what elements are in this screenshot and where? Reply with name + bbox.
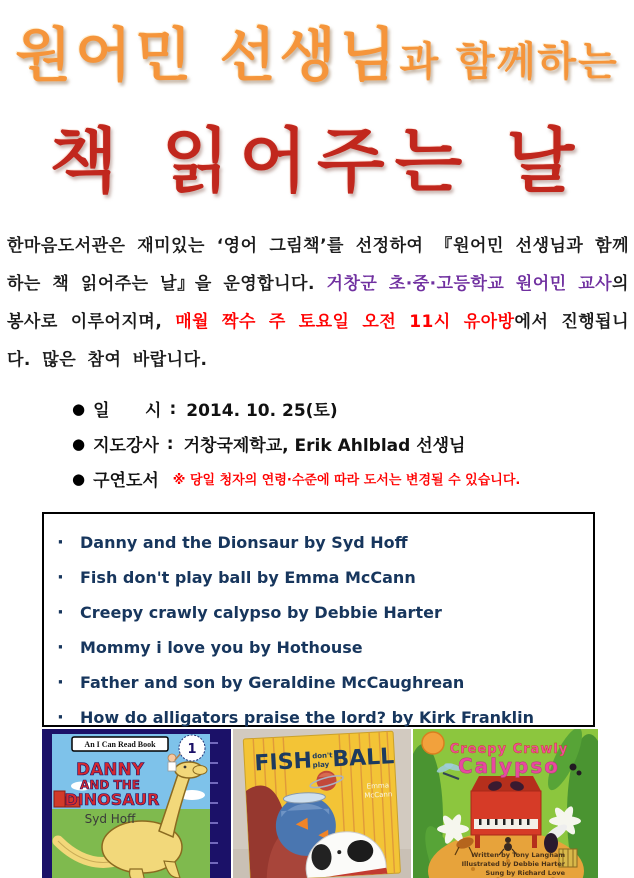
detail-separator: :: [166, 433, 174, 454]
fish-author-line2: McCann: [364, 790, 393, 800]
calypso-title-line1: Creepy Crawly: [449, 742, 568, 757]
danny-title-line3: DINOSAUR: [64, 790, 160, 809]
book-list-item: [57, 595, 593, 630]
calypso-cover-image: [413, 729, 598, 878]
list-bullet-icon: ·: [57, 602, 64, 623]
danny-title-line1: DANNY: [75, 760, 145, 780]
bullet-dot-icon: ●: [72, 399, 86, 418]
list-bullet-icon: ·: [57, 637, 64, 658]
danny-level-text: 1: [187, 742, 197, 757]
list-bullet-icon: ·: [57, 672, 64, 693]
title-main-text: 원어민 선생님: [15, 21, 400, 89]
book-title-text: Fish don't play ball by Emma McCann: [80, 568, 416, 587]
list-bullet-icon: ·: [57, 567, 64, 588]
intro-segment-red: 매월 짝수 주 토요일 오전 11시 유아방: [175, 312, 515, 332]
detail-row-books: [72, 461, 634, 496]
intro-segment-black-2: 의 봉사로 이루어지며,: [7, 274, 629, 332]
danny-author-text: Syd Hoff: [84, 812, 136, 826]
fish-title-dont: don't: [312, 751, 334, 761]
poster-title-line2: 책 읽어주는 날: [49, 120, 585, 202]
detail-label-books: 구연도서: [93, 471, 159, 491]
book-change-notice: ※ 당일 청자의 연령·수준에 따라 도서는 변경될 수 있습니다.: [172, 473, 521, 488]
book-list-box: [42, 512, 595, 727]
title-suffix-text: 과 함께하는: [399, 39, 619, 85]
intro-paragraph: [7, 227, 629, 379]
book-list-item: [57, 525, 593, 560]
list-bullet-icon: ·: [57, 707, 64, 728]
intro-segment-purple: 거창군 초·중·고등학교 원어민 교사: [326, 274, 613, 294]
award-sticker-icon: [422, 732, 444, 754]
danny-banner-text: An I Can Read Book: [84, 740, 156, 749]
detail-row-date: [72, 391, 634, 426]
intro-segment-black-1: 한마음도서관은 재미있는 ‘영어 그림책’를 선정하여 『원어민 선생님과 함께하는 책 읽어주는 날』을 운영합니다.: [7, 236, 629, 294]
book-list-item: [57, 630, 593, 665]
book-covers-strip: [42, 729, 598, 878]
calypso-credit-sung: Sung by Richard Love: [485, 869, 565, 877]
danny-title-line2: AND THE: [80, 778, 140, 792]
detail-row-instructor: [72, 426, 634, 461]
list-bullet-icon: ·: [57, 532, 64, 553]
poster-title: [0, 0, 634, 205]
book-title-text: Father and son by Geraldine McCaughrean: [80, 673, 465, 692]
fish-title-play: play: [312, 760, 330, 770]
calypso-credit-written: Written by Tony Langham: [470, 851, 565, 859]
book-title-text: Danny and the Dionsaur by Syd Hoff: [80, 533, 408, 552]
poster-title-line1: [0, 8, 634, 117]
bullet-dot-icon: ●: [72, 469, 86, 488]
calypso-title-line2: Calypso: [457, 754, 560, 778]
detail-value-instructor: 거창국제학교, Erik Ahlblad 선생님: [183, 436, 466, 456]
event-details: [72, 391, 634, 496]
fish-cover-image: [233, 729, 410, 878]
fish-title-right: BALL: [332, 744, 396, 773]
intro-segment-black-3: 에서 진행됩니다. 많은 참여 바랍니다.: [7, 312, 630, 370]
calypso-credit-illustrated: Illustrated by Debbie Harter: [461, 860, 565, 868]
detail-label-date: 일 시: [93, 401, 162, 421]
fish-author-line1: Emma: [366, 781, 390, 791]
book-list-item: [57, 560, 593, 595]
detail-value-date: 2014. 10. 25(토): [186, 401, 338, 421]
detail-separator: :: [169, 398, 177, 419]
book-list-item: [57, 665, 593, 700]
danny-cover-image: [42, 729, 231, 878]
fish-title-left: FISH: [254, 748, 313, 777]
book-title-text: Creepy crawly calypso by Debbie Harter: [80, 603, 442, 622]
detail-label-instructor: 지도강사: [93, 436, 159, 456]
book-title-text: Mommy i love you by Hothouse: [80, 638, 363, 657]
bullet-dot-icon: ●: [72, 434, 86, 453]
book-title-text: How do alligators praise the lord? by Kirk Franklin: [80, 708, 534, 727]
